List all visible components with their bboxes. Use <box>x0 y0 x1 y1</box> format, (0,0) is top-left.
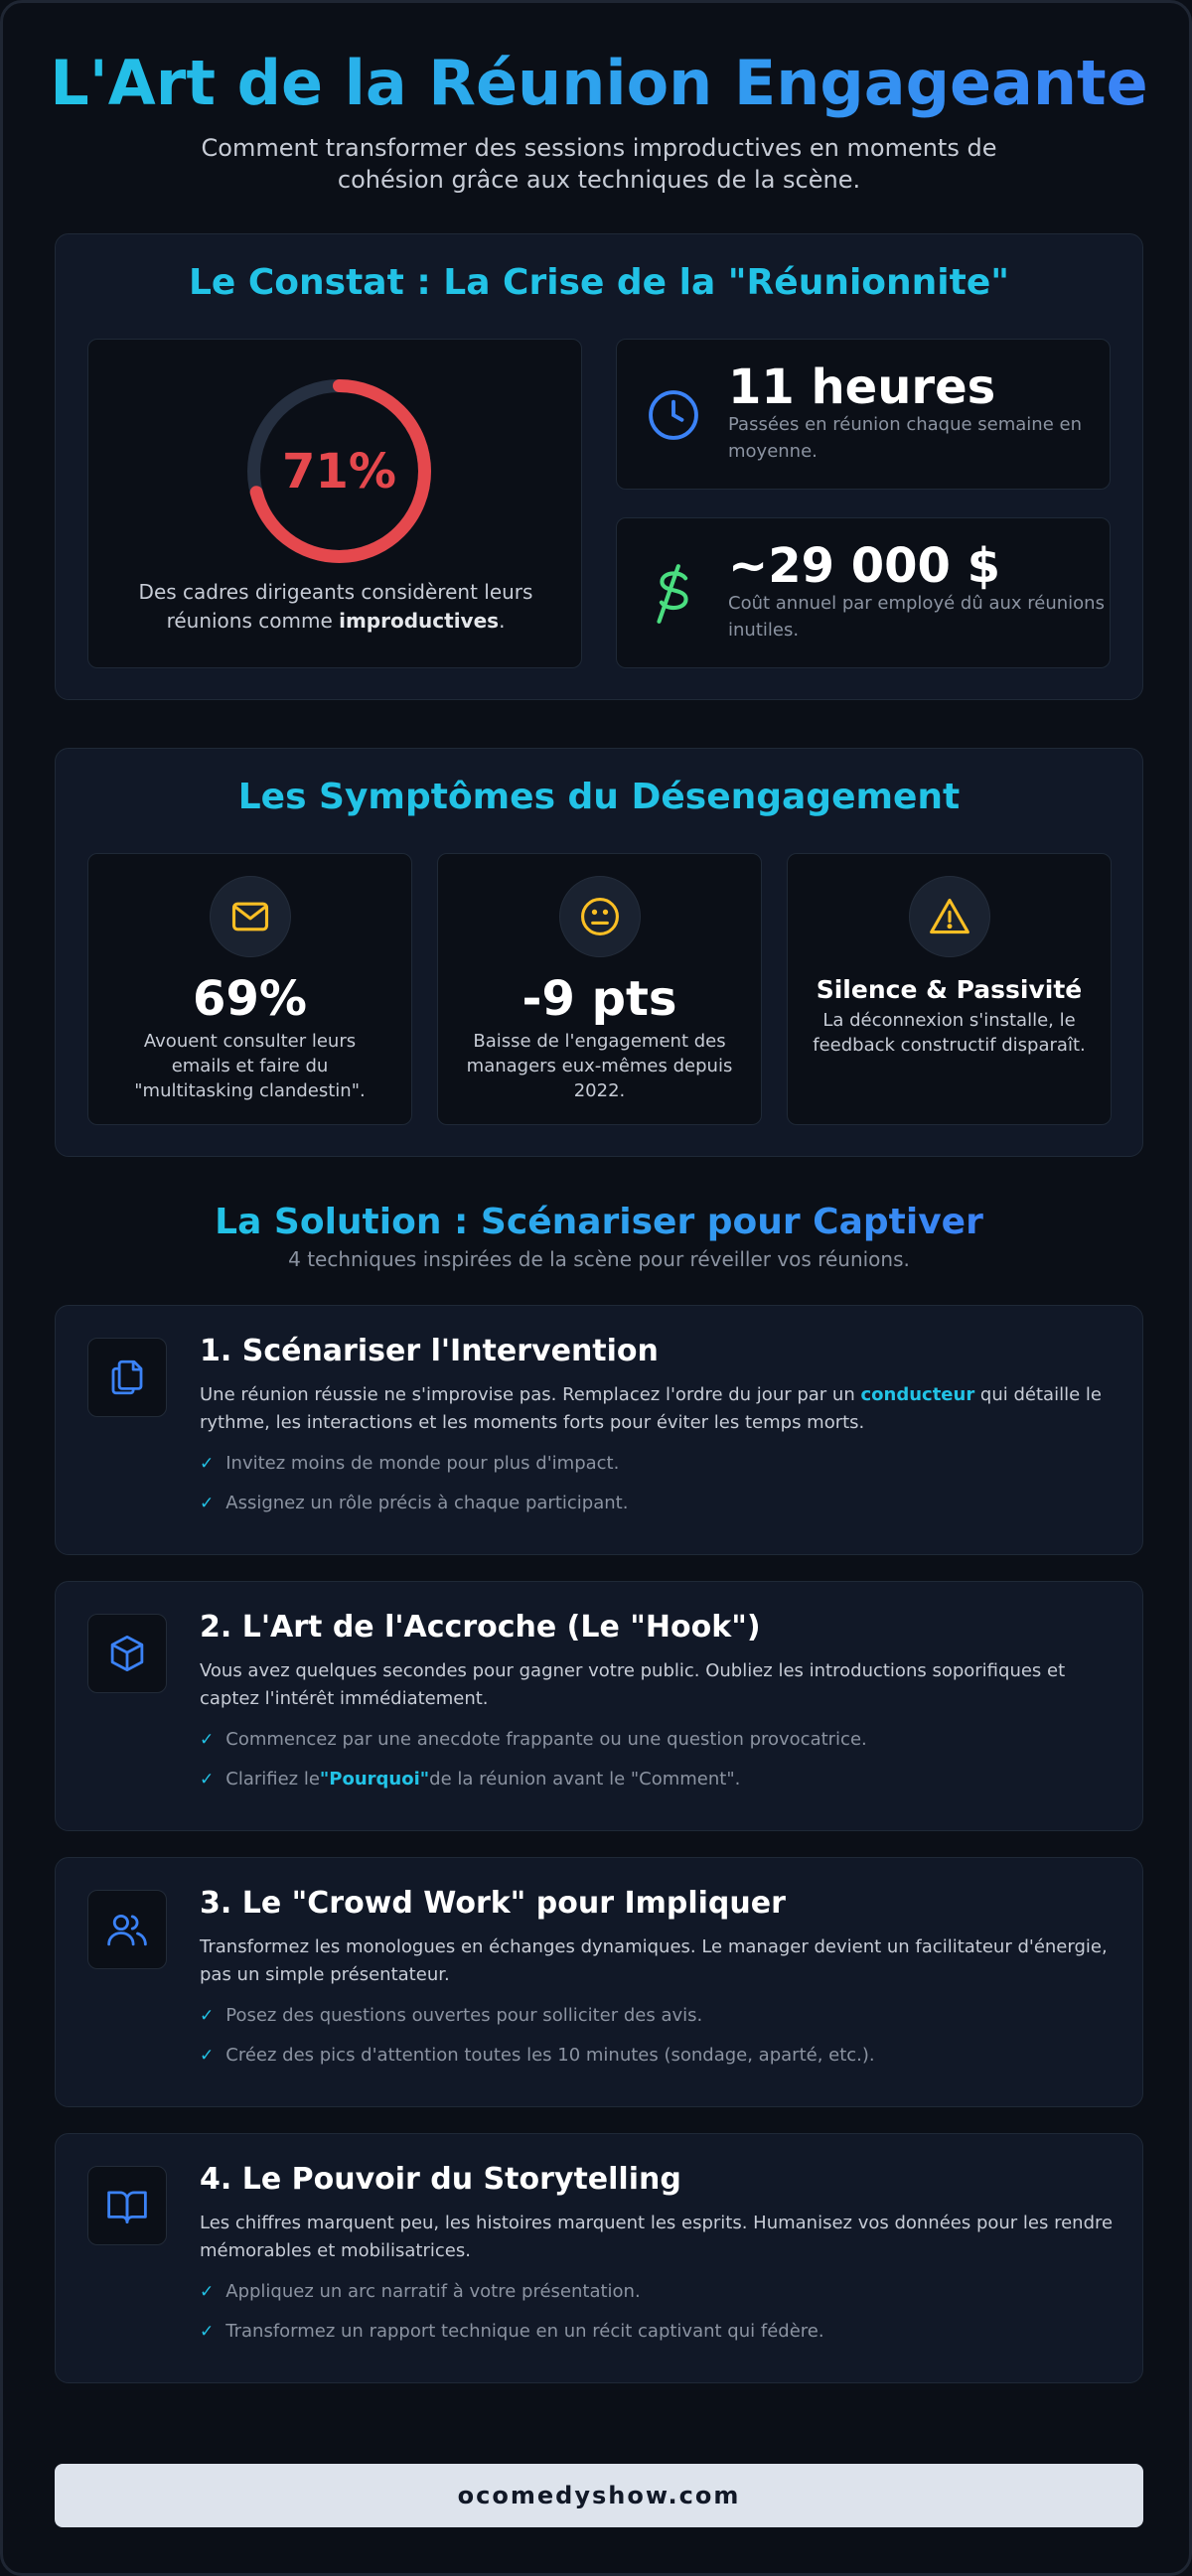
symptom-card-silence <box>787 853 1112 1125</box>
check-icon: ✓ <box>200 1770 215 1789</box>
symptom-value: Silence & Passivité <box>816 975 1083 1004</box>
page-title: L'Art de la Réunion Engageante <box>50 43 1147 124</box>
check-icon: ✓ <box>200 1494 215 1513</box>
symptom-description: Baisse de l'engagement des managers eux-mêmes depuis 2022. <box>466 1031 733 1101</box>
bullet-text: Appliquez un arc narratif à votre présentation. <box>225 2281 641 2302</box>
stat-value: 11 heures <box>728 359 996 415</box>
neutral-face-icon <box>559 876 641 957</box>
donut-caption <box>108 578 563 636</box>
technique-body-text: Une réunion réussie ne s'improvise pas. Remplacez l'ordre du jour par un <box>200 1384 861 1405</box>
bullet-text: Clarifiez le <box>225 1769 320 1789</box>
technique-title: 3. Le "Crowd Work" pour Impliquer <box>200 1886 786 1921</box>
technique-body <box>200 1381 1114 1437</box>
clock-icon <box>643 384 704 446</box>
footer-site-link[interactable]: ocomedyshow.com <box>55 2464 1143 2527</box>
check-icon: ✓ <box>200 2282 215 2302</box>
donut-caption-bold: improductives <box>339 609 500 633</box>
bullet-text: Transformez un rapport technique en un récit captivant qui fédère. <box>225 2321 824 2342</box>
donut-card <box>87 339 582 668</box>
technique-bullet <box>200 1453 619 1474</box>
bullet-text-end: de la réunion avant le "Comment". <box>429 1769 741 1789</box>
technique-bullet <box>200 1769 740 1789</box>
technique-body: Transformez les monologues en échanges dynamiques. Le manager devient un facilitateur d'énergie, pas un simple présentateur. <box>200 1936 1108 1985</box>
technique-bullet <box>200 1729 867 1750</box>
technique-bullet <box>200 2005 702 2026</box>
files-icon <box>87 1338 167 1417</box>
stat-card-cost <box>616 517 1111 668</box>
bullet-text: Commencez par une anecdote frappante ou une question provocatrice. <box>225 1729 867 1750</box>
check-icon: ✓ <box>200 1730 215 1750</box>
technique-title: 4. Le Pouvoir du Storytelling <box>200 2162 681 2197</box>
technique-title: 1. Scénariser l'Intervention <box>200 1334 659 1368</box>
book-open-icon <box>87 2166 167 2245</box>
bullet-text: Créez des pics d'attention toutes les 10 minutes (sondage, aparté, etc.). <box>225 2045 875 2066</box>
symptom-value: -9 pts <box>522 971 677 1027</box>
warning-icon <box>909 876 990 957</box>
constat-title: Le Constat : La Crise de la "Réunionnite" <box>188 262 1009 303</box>
technique-body: Vous avez quelques secondes pour gagner votre public. Oubliez les introductions soporifiques et captez l'intérêt immédiatement. <box>200 1660 1066 1709</box>
users-icon <box>87 1890 167 1969</box>
symptomes-section <box>55 748 1143 1157</box>
solution-header <box>3 1200 1192 1271</box>
technique-body-highlight: conducteur <box>860 1384 975 1405</box>
constat-section <box>55 233 1143 700</box>
symptom-description: La déconnexion s'installe, le feedback constructif disparaît. <box>813 1010 1086 1056</box>
technique-card-4 <box>55 2133 1143 2383</box>
stat-description: Passées en réunion chaque semaine en moyenne. <box>728 414 1082 462</box>
bullet-text: Invitez moins de monde pour plus d'impact. <box>225 1453 620 1474</box>
symptomes-title: Les Symptômes du Désengagement <box>237 777 961 817</box>
symptom-description: Avouent consulter leurs emails et faire du "multitasking clandestin". <box>134 1031 366 1101</box>
symptom-card-engagement <box>437 853 762 1125</box>
symptom-value: 69% <box>193 971 307 1027</box>
technique-bullet <box>200 2045 875 2066</box>
technique-card-2 <box>55 1581 1143 1831</box>
stat-card-hours <box>616 339 1111 490</box>
header <box>3 43 1192 196</box>
box-icon <box>87 1614 167 1693</box>
check-icon: ✓ <box>200 2322 215 2342</box>
bullet-text: Assignez un rôle précis à chaque participant. <box>225 1493 629 1513</box>
donut-caption-text: Des cadres dirigeants considèrent leurs réunions comme <box>138 580 533 633</box>
page-subtitle: Comment transformer des sessions improductives en moments de cohésion grâce aux techniques de la scène. <box>201 134 997 194</box>
technique-bullet <box>200 2281 641 2302</box>
technique-body-text-end: qui détaille le rythme, les interactions et les moments forts pour éviter les temps morts. <box>200 1384 1102 1433</box>
technique-card-3 <box>55 1857 1143 2107</box>
mail-icon <box>210 876 291 957</box>
technique-bullet <box>200 2321 824 2342</box>
technique-bullet <box>200 1493 628 1513</box>
technique-body: Les chiffres marquent peu, les histoires marquent les esprits. Humanisez vos données pour les rendre mémorables et mobilisatrices. <box>200 2213 1114 2261</box>
bullet-highlight: "Pourquoi" <box>319 1769 430 1789</box>
stat-value: ~29 000 $ <box>728 538 1001 594</box>
bullet-text: Posez des questions ouvertes pour solliciter des avis. <box>225 2005 703 2026</box>
solution-subtitle: 4 techniques inspirées de la scène pour réveiller vos réunions. <box>288 1247 910 1271</box>
donut-caption-end: . <box>499 609 506 633</box>
donut-percentage: 71% <box>282 443 396 500</box>
check-icon: ✓ <box>200 2006 215 2026</box>
symptom-card-emails <box>87 853 412 1125</box>
donut-chart <box>242 374 436 568</box>
technique-title: 2. L'Art de l'Accroche (Le "Hook") <box>200 1610 761 1645</box>
dollar-icon <box>643 563 704 625</box>
technique-card-1 <box>55 1305 1143 1555</box>
check-icon: ✓ <box>200 1454 215 1474</box>
check-icon: ✓ <box>200 2046 215 2066</box>
solution-title: La Solution : Scénariser pour Captiver <box>215 1200 983 1245</box>
stat-description: Coût annuel par employé dû aux réunions inutiles. <box>728 593 1105 641</box>
